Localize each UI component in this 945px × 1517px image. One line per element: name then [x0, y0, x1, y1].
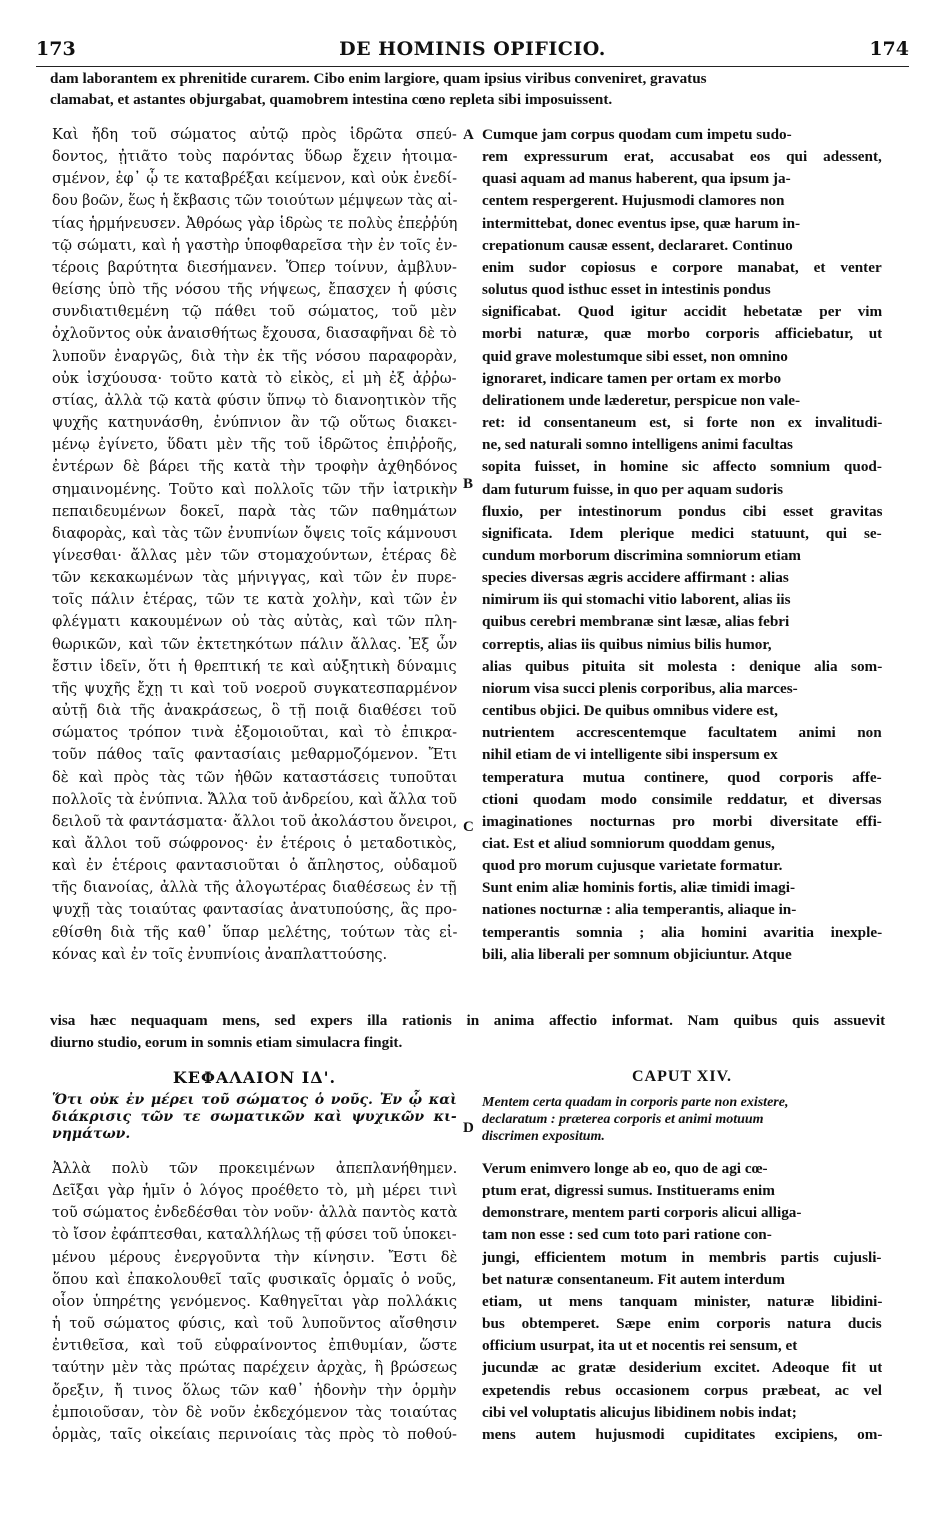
latin-text-line: ctioni quodam modo consimile reddatur, et diversas	[482, 790, 882, 808]
header-rule	[36, 66, 909, 67]
greek-text-line: τῶν κεκακωμένων τὰς μήνιγγας, καὶ τῶν ἐν πυρε-	[52, 569, 457, 587]
latin-text-line: etiam, ut mens tanquam minister, naturæ libidini-	[482, 1292, 882, 1310]
greek-text-line: οἷον ὑπηρέτης γενόμενος. Καθηγεῖται γὰρ πολλάκις	[52, 1292, 457, 1310]
greek-text-line: δὲ καὶ πρὸς τὰς τῶν ἠθῶν καταστάσεις τυποῦται	[52, 768, 457, 786]
greek-text-line: Ἀλλὰ πολὺ τῶν προκειμένων ἀπεπλανήθημεν.	[52, 1160, 457, 1177]
summary-line: Mentem certa quadam in corporis parte non existere,	[482, 1095, 789, 1110]
page-number-left: 173	[36, 38, 76, 60]
latin-text-line: tam non esse : sed cum toto pari ratione con-	[482, 1226, 772, 1244]
latin-text-line: nihil etiam de vi intelligente sibi inspersum ex	[482, 746, 778, 764]
latin-text-line: centibus objici. De quibus omnibus videre est,	[482, 702, 778, 720]
greek-text-line: κόνας καὶ ἐν τοῖς ἐνυπνίοις ἀναπλαττούσης.	[52, 945, 388, 963]
greek-text-line: πεπαιδευμένων δοκεῖ, παρὰ τὰς τῶν παθημάτων	[52, 502, 457, 520]
margin-letter-b: B	[463, 476, 474, 492]
greek-text-line: ἐντέρων δὲ βάρει τῆς κατὰ τὴν τροφὴν ἀχθηδόνος	[52, 458, 457, 476]
greek-column-1	[52, 124, 457, 966]
latin-text-line: species diversas ægris accidere affirmant : alias	[482, 569, 789, 587]
latin-text-line: mens autem hujusmodi cupiditates excipiens, om-	[482, 1425, 882, 1443]
greek-text-line: ἐμποιοῦσαν, τὸν δὲ νοῦν ἐκδεχόμενον τὰς τοιαύτας	[52, 1403, 457, 1421]
greek-text-line: δου βοῶν, ἕως ἡ ἔκβασις τῶν τοιούτων μέμψεων τὰς αἰ-	[52, 192, 457, 210]
greek-text-line: φλέγματι κακουμένων οὐ τὰς αὐτὰς, καὶ τῶν πλη-	[52, 613, 457, 631]
greek-text-line: ὀχλοῦντος οὐκ ἀναισθήτως ἔχουσα, διασαφῆναι δὲ τὸ	[52, 325, 457, 343]
latin-text-line: dam futurum fuisse, in quo per aquam sudoris	[482, 480, 784, 498]
greek-text-line: λυποῦν ἐναργῶς, διὰ τὴν ἐκ τῆς νόσου παραφορὰν,	[52, 347, 457, 365]
greek-text-line: ψυχῆς κατηυνάσθη, ἐνύπνιον ἂν τῷ οὕτως διακει-	[52, 414, 457, 432]
summary-line: νημάτων.	[52, 1126, 131, 1142]
greek-text-line: εθίσθη διὰ τῆς καθ᾽ ὕπαρ μελέτης, τούτων τὰς εἰ-	[52, 923, 457, 941]
latin-text-line: bus obtemperet. Sæpe enim corporis natura ducis	[482, 1315, 882, 1333]
latin-text-line: temperantis somnia ; alia homini avaritia inexple-	[482, 923, 882, 941]
latin-text-line: nationes nocturnæ : alia temperantis, aliaque in-	[482, 901, 797, 919]
summary-line: discrimen expositum.	[482, 1129, 605, 1144]
text-line: visa hæc nequaquam mens, sed expers illa rationis in anima affectio informat. Nam quibus quis assuevit	[50, 1012, 886, 1029]
greek-text-line: διαφορὰς, καὶ τὰς τῶν ἐνυπνίων ὄψεις τοῖς κάμνουσι	[52, 524, 457, 542]
summary-line: declaratum : præterea corporis et animi motuum	[482, 1112, 764, 1127]
greek-text-line: τοῖς πάλιν ἑτέρας, τῶν τε κατὰ χολὴν, καὶ τῶν ἐν	[52, 591, 457, 609]
latin-text-line: temperatura mutua continere, quod corporis affe-	[482, 768, 882, 786]
greek-text-line: ὄρεξιν, ἤ τινος ὅλως τῶν καθ᾽ ἡδονὴν τὴν ὁρμὴν	[52, 1381, 457, 1399]
latin-text-line: ignoraret, indicare tamen per ortam ex morbo	[482, 369, 782, 387]
greek-text-line: τοῦ σώματος ἐνδεδέσθαι τὸν νοῦν· ἀλλὰ παντὸς κατὰ	[52, 1204, 457, 1222]
page-number-right: 174	[869, 38, 909, 60]
latin-text-line: significabat. Quod igitur accidit hebetatæ per vim	[482, 303, 882, 321]
latin-text-line: Sunt enim aliæ hominis fortis, aliæ timidi imagi-	[482, 879, 796, 897]
latin-text-line: quibus cerebri membranæ sint læsæ, alias febri	[482, 613, 790, 631]
greek-text-line: συνδιατιθεμένη τῷ πάθει τοῦ σώματος, τοῦ μὲν	[52, 303, 457, 321]
latin-text-line: correptis, alias iis quibus nimius bilis humor,	[482, 635, 772, 653]
greek-text-line: θωρικῶν, καὶ τῶν ἐκτετηκότων πάλιν ἄλλας. Ἐξ ὧν	[52, 635, 457, 653]
greek-text-line: δοντος, ᾐτιᾶτο τοὺς παρόντας ὕδωρ ἔχειν ἡτοιμα-	[52, 148, 457, 166]
greek-text-line: πολλοῖς τὰ ἐνύπνια. Ἄλλα τοῦ ἀνδρείου, καὶ ἄλλα τοῦ	[52, 790, 457, 808]
latin-text-line: ptum erat, digressi sumus. Instituerams enim	[482, 1182, 775, 1200]
latin-text-line: expetendis rebus occasionem corpus præbeat, ac vel	[482, 1381, 882, 1399]
greek-text-line: ὅπου καὶ ἐπακολουθεῖ ταῖς φυσικαῖς ὁρμαῖς ὁ νοῦς,	[52, 1270, 457, 1288]
greek-text-line: Καὶ ἤδη τοῦ σώματος αὐτῷ πρὸς ἱδρῶτα σπεύ-	[52, 126, 457, 143]
chapter-title-latin: CAPUT XIV.	[631, 1068, 733, 1085]
greek-text-line: Δεῖξαι γὰρ ἡμῖν ὁ λόγος προέθετο τὸ, μὴ μέρει τινὶ	[52, 1182, 457, 1200]
latin-text-line: cibi vel voluptatis alicujus libidinem nobis indat;	[482, 1403, 797, 1421]
greek-text-line: καὶ ἄλλοι τοῦ σώφρονος· ἐν ἑτέροις ὁ μεταδοτικὸς,	[52, 835, 457, 852]
greek-text-line: γίνεσθαι· ἄλλας μὲν τῶν στομαχούντων, ἑτέρας δὲ	[52, 546, 457, 564]
greek-text-line: μένου μέρους ἐνεργοῦντα τὴν κίνησιν. Ἔστι δὲ	[52, 1248, 457, 1266]
latin-text-line: Cumque jam corpus quodam cum impetu sudo-	[482, 126, 792, 143]
latin-text-line: centem respergerent. Hujusmodi clamores non	[482, 192, 785, 210]
latin-text-line: niorum visa succi plenis corporibus, alia marces-	[482, 679, 798, 697]
chapter-summary-latin	[482, 1094, 882, 1145]
greek-text-line: ταύτην μὲν τὰς πρώτας παρέχειν ἀρχὰς, ἢ βρώσεως	[52, 1359, 457, 1377]
greek-text-line: θείσης ὑπὸ τῆς νόσου τῆς νήψεως, ἔπασχεν ἡ φύσις	[52, 281, 457, 299]
greek-text-line: ψυχῇ τὰς τοιαύτας φαντασίας ἀνατυπούσης, ἃς προ-	[52, 901, 457, 919]
greek-text-line: δειλοῦ τὰ φαντάσματα· ἄλλοι τοῦ ἀκολάστου ὄνειροι,	[52, 812, 457, 830]
chapter-title-greek: ΚΕΦΑΛΑΙΟΝ ΙΔ'.	[172, 1068, 337, 1087]
greek-text-line: τῆς ψυχῆς ἔχῃ τι καὶ τοῦ νοεροῦ συγκατεσπαρμένον	[52, 679, 457, 697]
greek-text-line: ἐντιθεῖσα, καὶ τοῦ εὐφραίνοντος ἐπιθυμίαν, ὥστε	[52, 1337, 457, 1355]
greek-text-line: σμένον, ἐφ᾽ ᾧ τε καταβρέξαι κείμενον, καὶ οὐκ ἐνεδί-	[52, 170, 457, 188]
greek-text-line: ἔστιν ἰδεῖν, ὅτι ἡ θρεπτική τε καὶ αὐξητικὴ δύναμις	[52, 657, 457, 675]
greek-column-2	[52, 1158, 457, 1446]
margin-letter-d: D	[463, 1120, 474, 1136]
top-continuation	[50, 68, 885, 110]
running-header	[36, 38, 909, 64]
mid-continuation	[50, 1010, 885, 1054]
chapter-summary-greek	[52, 1092, 457, 1143]
greek-text-line: στίας, ἀλλὰ τῷ κατὰ φύσιν ὕπνῳ τὸ διανοητικὸν τῆς	[52, 391, 457, 409]
margin-letter-c: C	[463, 819, 474, 835]
latin-text-line: cundum morborum discrimina somniorum etiam	[482, 546, 801, 564]
greek-text-line: τίας ἡρμήνευσεν. Ἀθρόως γὰρ ἱδρὼς τε πολὺς ἐπεῤῥύη	[52, 214, 457, 232]
latin-text-line: ret: id consentaneum est, si forte non ex invalitudi-	[482, 414, 882, 432]
latin-text-line: significata. Idem plerique medici statuunt, qui se-	[482, 524, 882, 542]
greek-text-line: τὸ ἴσον ἐφάπτεσθαι, καταλλήλως τῇ φύσει τοῦ ὑποκει-	[52, 1226, 457, 1244]
latin-text-line: rem expressurum erat, accusabat eos qui adessent,	[482, 148, 882, 166]
latin-text-line: jucundæ ac gratæ desiderium excitet. Adeoque fit ut	[482, 1359, 882, 1377]
greek-text-line: τέροις βαρύτητα διεσήμανεν. Ὅπερ τοίνυν, ἀμβλυν-	[52, 258, 457, 276]
latin-text-line: crepationum causæ essent, declararet. Continuo	[482, 236, 793, 254]
running-title: DE HOMINIS OPIFICIO.	[339, 38, 606, 60]
greek-text-line: ὁρμὰς, ταῖς οἰκείαις περινοίαις τὰς πρὸς τὸ ποθού-	[52, 1425, 457, 1443]
greek-text-line: σημαινομένης. Τοῦτο καὶ πολλοῖς τῶν τῆν ἰατρικὴν	[52, 480, 457, 498]
latin-column-1	[482, 124, 882, 966]
greek-text-line: οὐκ ἰσχύουσα· τοῦτο κατὰ τὸ εἰκὸς, εἰ μὴ ἐξ ἀῤῥω-	[52, 369, 457, 387]
latin-text-line: fluxio, per intestinorum pondus cibi esset gravitas	[482, 502, 882, 520]
text-line: clamabat, et astantes objurgabat, quamobrem intestina cœno repleta sibi imposuissent.	[50, 91, 613, 108]
greek-text-line: τοῦν πάθος ταῖς φαντασίαις μεθαρμοζόμενον. Ἔτι	[52, 746, 457, 764]
text-line: diurno studio, eorum in somnis etiam simulacra fingit.	[50, 1034, 403, 1051]
latin-text-line: sopita fuisset, in homine sic affecto somnium quod-	[482, 458, 882, 476]
latin-text-line: jungi, efficientem motum in membris partis cujusli-	[482, 1248, 882, 1266]
text-line: dam laborantem ex phrenitide curarem. Cibo enim largiore, quam ipsius viribus conveniret, gravatus	[50, 70, 707, 87]
latin-text-line: nutrientem accrescentemque facultatem animi non	[482, 724, 882, 742]
latin-text-line: delirationem unde læderetur, perspicue non vale-	[482, 391, 801, 409]
latin-text-line: ciat. Est et aliud somniorum quoddam genus,	[482, 835, 775, 852]
greek-text-line: ἡ τοῦ σώματος φύσις, καὶ τοῦ λυποῦντος αἴσθησιν	[52, 1315, 457, 1333]
latin-text-line: officium usurpat, ita ut et nocentis rei sensum, et	[482, 1337, 798, 1355]
latin-text-line: quid grave molestumque sibi esset, non omnino	[482, 347, 788, 365]
latin-text-line: enim sudor copiosus e corpore manabat, et venter	[482, 258, 882, 276]
latin-text-line: quod pro morum cujusque varietate formatur.	[482, 857, 783, 875]
latin-text-line: bet naturæ consentaneum. Fit autem interdum	[482, 1270, 785, 1288]
greek-text-line: καὶ ἐν ἑτέροις φαντασιοῦται ὁ ἄπληστος, οὐδαμοῦ	[52, 857, 457, 875]
greek-text-line: τῷ σώματι, καὶ ἡ γαστὴρ ὑποφθαρεῖσα τὴν ἐν τοῖς ἐν-	[52, 236, 457, 254]
latin-text-line: intermittebat, donec eventus ipse, quæ harum in-	[482, 214, 801, 232]
greek-text-line: τῆς διανοίας, ἀλλὰ τῆς ἀλογωτέρας διαθέσεως ἐν τῇ	[52, 879, 457, 897]
latin-text-line: Verum enimvero longe ab eo, quo de agi cœ-	[482, 1160, 768, 1177]
summary-line: διάκρισις τῶν τε σωματικῶν καὶ ψυχικῶν κι-	[52, 1109, 457, 1125]
greek-text-line: αὐτῇ διὰ τῆς ἀνακράσεως, ὃ τῇ ποιᾷ διαθέσει τοῦ	[52, 702, 457, 720]
latin-text-line: quasi aquam ad manus haberent, qua ipsum ja-	[482, 170, 791, 188]
greek-text-line: σώματος τρόπον τινὰ ἐξομοιοῦται, καὶ τὸ ἐπικρα-	[52, 724, 457, 742]
latin-text-line: demonstrare, mentem parti corporis alicui alliga-	[482, 1204, 802, 1222]
latin-column-2	[482, 1158, 882, 1446]
latin-text-line: morbi naturæ, quæ morbo corporis afficiebatur, ut	[482, 325, 882, 343]
greek-text-line: μένῳ ἐγίνετο, ὕδατι μὲν τῆς τοῦ ἱδρῶτος ἐπιῤῥοῆς,	[52, 436, 457, 454]
latin-text-line: alias quibus pituita sit molesta : denique alia som-	[482, 657, 882, 675]
latin-text-line: solutus quod isthuc esset in intestinis pondus	[482, 281, 771, 299]
latin-text-line: ne, sed naturali somno intelligens animi facultas	[482, 436, 793, 454]
latin-text-line: nimirum iis qui stomachi vitio laborent, alias iis	[482, 591, 791, 609]
latin-text-line: imaginationes nocturnas pro morbi diversitate effi-	[482, 812, 882, 830]
margin-letter-a: A	[463, 127, 474, 143]
latin-text-line: bili, alia liberali per somnum objiciuntur. Atque	[482, 945, 792, 963]
summary-line: Ὅτι οὐκ ἐν μέρει τοῦ σώματος ὁ νοῦς. Ἐν ᾧ καὶ	[52, 1092, 457, 1108]
